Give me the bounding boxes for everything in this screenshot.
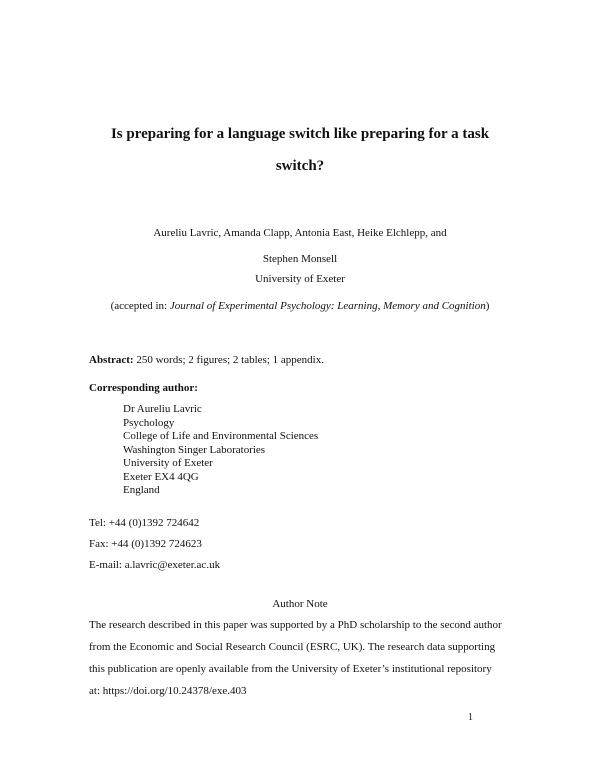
- journal-name: Journal of Experimental Psychology: Learning, Memory and Cognition: [169, 300, 486, 312]
- address-line: Exeter EX4 4QG: [123, 470, 199, 483]
- fax: Fax: +44 (0)1392 724623: [89, 538, 202, 550]
- address-line: College of Life and Environmental Sciences: [123, 430, 319, 442]
- author-note-line: The research described in this paper was supported by a PhD scholarship to the second author: [89, 619, 502, 631]
- corresponding-author-label: Corresponding author:: [89, 382, 198, 394]
- paper-title: [0, 118, 600, 182]
- corresponding-address: [123, 403, 318, 498]
- abstract-text: 250 words; 2 figures; 2 tables; 1 appendix.: [133, 354, 324, 366]
- author-note-line: at: https://doi.org/10.24378/exe.403: [89, 685, 247, 697]
- telephone: Tel: +44 (0)1392 724642: [89, 517, 200, 529]
- address-line: England: [123, 484, 160, 496]
- address-line: Dr Aureliu Lavric: [123, 403, 202, 415]
- author-note-line: this publication are openly available from the University of Exeter’s institutional repository: [89, 663, 492, 675]
- abstract-label: Abstract:: [89, 354, 134, 366]
- title-line-1: Is preparing for a language switch like preparing for a task: [110, 126, 490, 142]
- author-note-heading: Author Note: [272, 598, 328, 610]
- author-note-line: from the Economic and Social Research Council (ESRC, UK). The research data supporting: [89, 641, 496, 653]
- acceptance-note: [0, 300, 600, 312]
- title-line-2: switch?: [275, 158, 325, 174]
- abstract-summary: [89, 354, 324, 366]
- address-line: University of Exeter: [123, 457, 213, 469]
- address-line: Psychology: [123, 416, 175, 429]
- authors-line-2: Stephen Monsell: [262, 253, 338, 265]
- author-note-body: [89, 614, 511, 702]
- address-line: Washington Singer Laboratories: [123, 443, 266, 456]
- affiliation: University of Exeter: [255, 273, 345, 285]
- authors-line-1: Aureliu Lavric, Amanda Clapp, Antonia East, Heike Elchlepp, and: [153, 227, 447, 239]
- page-number: 1: [468, 712, 473, 723]
- email: E-mail: a.lavric@exeter.ac.uk: [89, 559, 221, 571]
- author-list: [0, 220, 600, 272]
- accepted-prefix: (accepted in:: [110, 300, 170, 312]
- accepted-suffix: ): [485, 300, 490, 312]
